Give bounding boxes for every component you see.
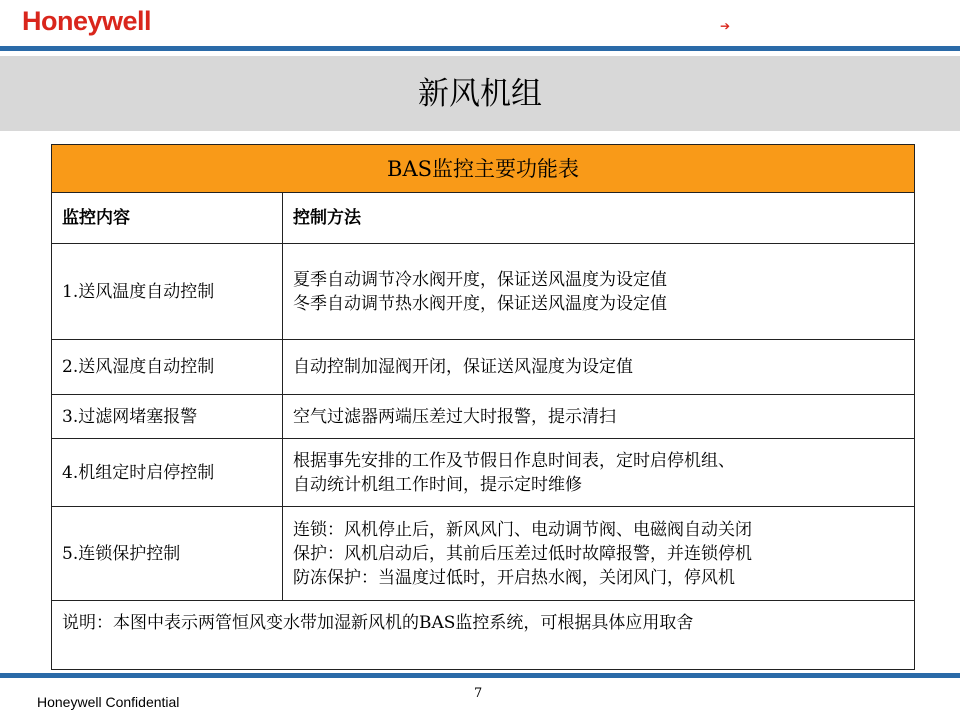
method-line: 自动统计机组工作时间，提示定时维修 — [293, 474, 582, 495]
table-row — [52, 340, 915, 395]
method-line: 自动控制加湿阀开闭，保证送风湿度为设定值 — [293, 357, 633, 377]
page-number: 7 — [474, 686, 483, 701]
row-method — [283, 395, 915, 439]
method-line: 连锁：风机停止后，新风风门、电动调节阀、电磁阀自动关闭 — [293, 519, 752, 540]
footer-rule — [0, 673, 960, 678]
method-line: 冬季自动调节热水阀开度，保证送风温度为设定值 — [293, 293, 667, 314]
column-header-method: 控制方法 — [283, 193, 915, 244]
table-row — [52, 395, 915, 439]
right-arrow-icon[interactable]: ➔ — [720, 19, 731, 33]
row-method — [283, 244, 915, 340]
method-line: 根据事先安排的工作及节假日作息时间表，定时启停机组、 — [293, 450, 735, 471]
table-note-row — [52, 601, 915, 670]
table-header-row — [52, 193, 915, 244]
table-row — [52, 244, 915, 340]
function-table — [51, 144, 915, 670]
row-item: 4.机组定时启停控制 — [52, 439, 283, 507]
method-line: 空气过滤器两端压差过大时报警，提示清扫 — [293, 406, 616, 427]
confidential-label: Honeywell Confidential — [37, 694, 180, 710]
table-row — [52, 439, 915, 507]
table-caption-row — [52, 145, 915, 193]
row-method — [283, 340, 915, 395]
table-caption: BAS监控主要功能表 — [52, 145, 915, 193]
row-method — [283, 439, 915, 507]
column-header-content: 监控内容 — [52, 193, 283, 244]
honeywell-logo: Honeywell — [22, 6, 152, 36]
row-item: 1.送风温度自动控制 — [52, 244, 283, 340]
row-item: 5.连锁保护控制 — [52, 507, 283, 601]
table-row — [52, 507, 915, 601]
method-line: 夏季自动调节冷水阀开度，保证送风温度为设定值 — [293, 269, 667, 290]
row-item: 2.送风湿度自动控制 — [52, 340, 283, 395]
table-note: 说明：本图中表示两管恒风变水带加湿新风机的BAS监控系统，可根据具体应用取舍 — [52, 601, 915, 670]
method-line: 保护：风机启动后，其前后压差过低时故障报警，并连锁停机 — [293, 543, 752, 564]
header-rule — [0, 46, 960, 51]
row-item: 3.过滤网堵塞报警 — [52, 395, 283, 439]
slide-title: 新风机组 — [418, 76, 542, 112]
method-line: 防冻保护：当温度过低时，开启热水阀，关闭风门，停风机 — [293, 567, 735, 588]
row-method — [283, 507, 915, 601]
